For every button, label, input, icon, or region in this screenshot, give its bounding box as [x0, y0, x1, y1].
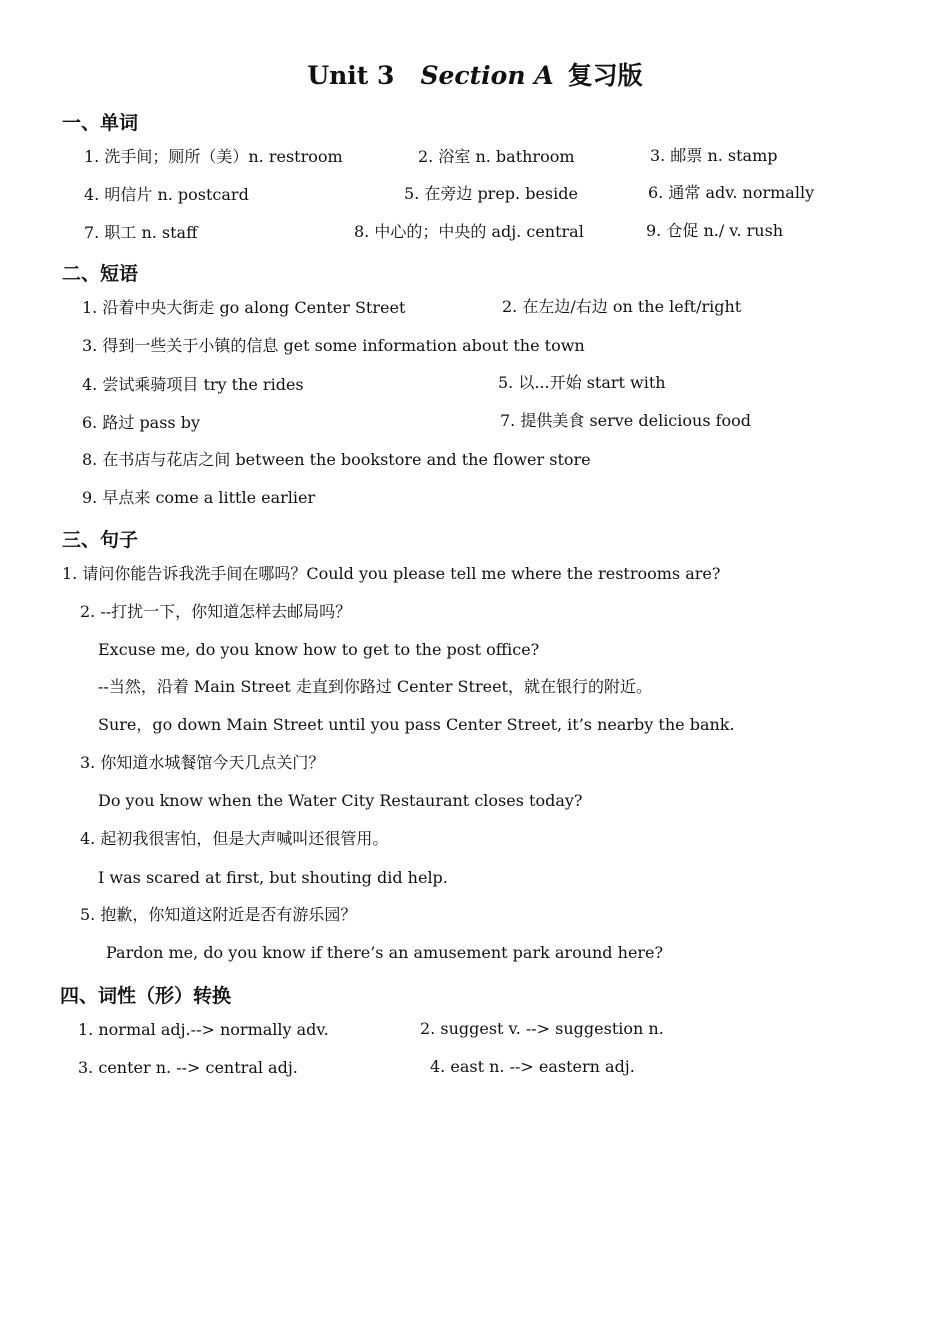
- section-heading-conversion: 四、词性（形）转换: [60, 985, 232, 1007]
- conversion-item: 3. center n. --> central adj.: [78, 1058, 298, 1077]
- sentence-line: Do you know when the Water City Restaurant closes today?: [98, 791, 583, 810]
- sentence-line: 4. 起初我很害怕，但是大声喊叫还很管用。: [80, 829, 389, 848]
- sentence-line: 3. 你知道水城餐馆今天几点关门？: [80, 753, 325, 772]
- section-heading-phrases: 二、短语: [62, 263, 139, 285]
- vocab-item: 4. 明信片 n. postcard: [84, 185, 249, 204]
- sentence-line: I was scared at first, but shouting did help.: [98, 868, 448, 887]
- title-section: Section A: [420, 61, 554, 90]
- vocab-item: 8. 中心的；中央的 adj. central: [354, 222, 584, 241]
- page-title: [0, 56, 950, 92]
- conversion-item: 4. east n. --> eastern adj.: [430, 1057, 635, 1076]
- sentence-line: 1. 请问你能告诉我洗手间在哪吗？Could you please tell me where the restrooms are?: [62, 564, 721, 583]
- phrase-item: 7. 提供美食 serve delicious food: [500, 411, 752, 430]
- conversion-item: 1. normal adj.--> normally adv.: [78, 1020, 329, 1039]
- vocab-item: 9. 仓促 n./ v. rush: [646, 221, 784, 240]
- conversion-item: 2. suggest v. --> suggestion n.: [420, 1019, 664, 1038]
- vocab-item: 6. 通常 adv. normally: [648, 183, 815, 202]
- phrase-item: 8. 在书店与花店之间 between the bookstore and the flower store: [82, 450, 591, 469]
- phrase-item: 1. 沿着中央大街走 go along Center Street: [82, 298, 406, 317]
- vocab-item: 1. 洗手间；厕所（美）n. restroom: [84, 147, 343, 166]
- sentence-line: --当然，沿着 Main Street 走直到你路过 Center Street，就在银行的附近。: [98, 677, 652, 696]
- phrase-item: 9. 早点来 come a little earlier: [82, 488, 316, 507]
- sentence-line: Sure，go down Main Street until you pass Center Street, it’s nearby the bank.: [98, 715, 735, 734]
- sentence-line: 5. 抱歉，你知道这附近是否有游乐园？: [80, 905, 357, 924]
- section-heading-vocab: 一、单词: [62, 112, 139, 134]
- vocab-item: 7. 职工 n. staff: [84, 223, 198, 242]
- phrase-item: 4. 尝试乘骑项目 try the rides: [82, 375, 304, 394]
- vocab-item: 2. 浴室 n. bathroom: [418, 147, 575, 166]
- sentence-line: 2. --打扰一下，你知道怎样去邮局吗？: [80, 602, 352, 621]
- phrase-item: 5. 以...开始 start with: [498, 373, 666, 392]
- title-version: 复习版: [567, 61, 643, 90]
- sentence-line: Excuse me, do you know how to get to the post office?: [98, 640, 540, 659]
- vocab-item: 5. 在旁边 prep. beside: [404, 184, 578, 203]
- sentence-line: Pardon me, do you know if there’s an amusement park around here?: [106, 943, 664, 962]
- section-heading-sentences: 三、句子: [62, 529, 139, 551]
- phrase-item: 3. 得到一些关于小镇的信息 get some information about the town: [82, 336, 585, 355]
- phrase-item: 2. 在左边/右边 on the left/right: [502, 297, 742, 316]
- title-unit: Unit 3: [307, 61, 395, 90]
- vocab-item: 3. 邮票 n. stamp: [650, 146, 778, 165]
- phrase-item: 6. 路过 pass by: [82, 413, 201, 432]
